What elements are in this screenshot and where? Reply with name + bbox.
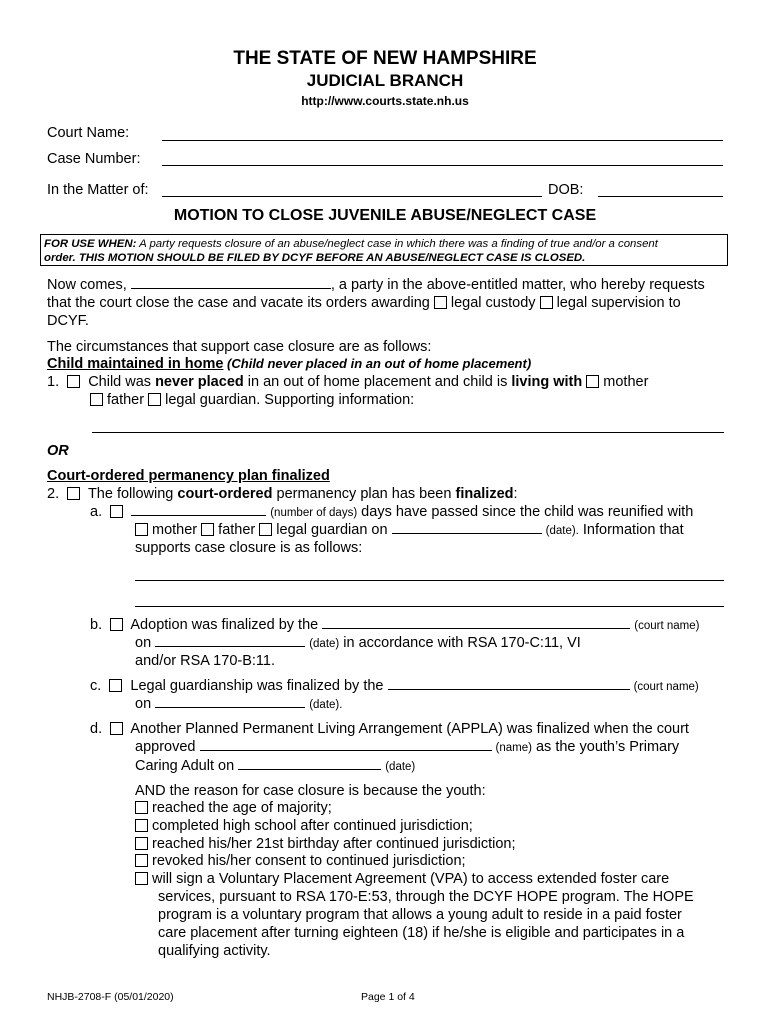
section1-guardian-label: legal guardian. Supporting information: <box>165 392 415 408</box>
option-b-line-2 <box>135 635 581 651</box>
reason-majority-label: reached the age of majority; <box>152 800 332 816</box>
reason-vpa-checkbox[interactable] <box>135 872 148 885</box>
page-number: Page 1 of 4 <box>361 991 415 1003</box>
section2-text-a: The following <box>87 486 178 502</box>
courts-url[interactable]: http://www.courts.state.nh.us <box>301 94 469 108</box>
reason-option-1 <box>135 800 332 816</box>
judicial-branch: JUDICIAL BRANCH <box>306 71 464 90</box>
primary-caring-adult-field[interactable] <box>200 749 492 751</box>
option-d-text: Another Planned Permanent Living Arrangement (APPLA) was finalized when the court <box>130 721 689 737</box>
option-a-checkbox[interactable] <box>110 505 123 518</box>
option-d-caring: Caring Adult on <box>135 758 235 774</box>
reason-option-2 <box>135 818 473 834</box>
option-a-guardian-label: legal guardian on <box>276 522 388 538</box>
never-placed-checkbox[interactable] <box>67 375 80 388</box>
section1-item <box>47 374 648 390</box>
party-text: , a party in the above-entitled matter, who hereby requests <box>330 277 705 293</box>
closure-reason-label: AND the reason for case closure is because the youth: <box>135 783 486 799</box>
adoption-date-field[interactable] <box>155 645 305 647</box>
number-of-days-field[interactable] <box>131 514 266 516</box>
section2-colon: : <box>513 486 518 502</box>
section2-text-b: permanency plan has been <box>272 486 456 502</box>
appla-date-field[interactable] <box>238 768 381 770</box>
option-b-on: on <box>135 635 152 651</box>
option-a-father-checkbox[interactable] <box>201 523 214 536</box>
legal-supervision-checkbox[interactable] <box>540 296 553 309</box>
option-c-letter: c. <box>90 678 102 694</box>
section1-father-checkbox[interactable] <box>90 393 103 406</box>
form-id: NHJB-2708-F (05/01/2020) <box>47 991 174 1003</box>
option-c-on: on <box>135 696 152 712</box>
reason-21st-birthday-checkbox[interactable] <box>135 837 148 850</box>
option-a-info-line-2[interactable] <box>135 606 724 607</box>
finalized-label: finalized <box>455 486 514 502</box>
legal-custody-checkbox[interactable] <box>434 296 447 309</box>
section1-heading: Child maintained in home <box>47 356 224 372</box>
reason-21st-birthday-label: reached his/her 21st birthday after continued jurisdiction; <box>152 836 516 852</box>
for-use-instruction: order. THIS MOTION SHOULD BE FILED BY DCYF BEFORE AN ABUSE/NEGLECT CASE IS CLOSED. <box>44 252 586 264</box>
section1-text-b: in an out of home placement and child is <box>243 374 512 390</box>
section1-heading-line <box>47 356 531 372</box>
guardianship-date-field[interactable] <box>155 706 305 708</box>
adoption-court-field[interactable] <box>322 627 630 629</box>
motion-title: MOTION TO CLOSE JUVENILE ABUSE/NEGLECT CASE <box>173 207 597 224</box>
section2-heading-line <box>47 468 330 484</box>
vpa-cont-4: qualifying activity. <box>158 943 271 959</box>
case-number-field[interactable] <box>162 165 723 166</box>
section1-num: 1. <box>47 374 60 390</box>
option-a-guardian-checkbox[interactable] <box>259 523 272 536</box>
option-a-line-3: supports case closure is as follows: <box>135 540 363 556</box>
now-comes-line <box>47 277 705 293</box>
party-name-field[interactable] <box>131 287 331 289</box>
option-b-date-caption: (date) <box>309 638 340 650</box>
now-comes-label: Now comes, <box>47 277 127 293</box>
option-a-letter: a. <box>90 504 103 520</box>
option-d-date-caption: (date) <box>385 761 416 773</box>
matter-of-field[interactable] <box>162 196 542 197</box>
section1-line-2 <box>90 392 414 408</box>
court-ordered-label: court-ordered <box>177 486 273 502</box>
option-b-line-1 <box>90 617 699 633</box>
option-d-line-3 <box>135 758 415 774</box>
reason-revoked-label: revoked his/her consent to continued jurisdiction; <box>152 853 466 869</box>
option-c-checkbox[interactable] <box>109 679 122 692</box>
option-d-text2: as the youth’s Primary <box>531 739 680 755</box>
dob-field[interactable] <box>598 196 723 197</box>
section1-supporting-info-field[interactable] <box>92 432 724 433</box>
option-b-court-caption: (court name) <box>634 620 700 632</box>
option-c-court-caption: (court name) <box>633 681 699 693</box>
reason-option-4 <box>135 853 466 869</box>
option-b-checkbox[interactable] <box>110 618 123 631</box>
section2-item <box>47 486 518 502</box>
section2-heading: Court-ordered permanency plan finalized <box>47 468 330 484</box>
section1-father-label: father <box>107 392 145 408</box>
legal-custody-label: legal custody <box>450 295 536 311</box>
for-use-text: A party requests closure of an abuse/neglect case in which there was a finding of true and/or a consent <box>136 238 658 250</box>
option-c-line-1 <box>90 678 699 694</box>
option-a-date-caption: (date). <box>545 525 579 537</box>
number-of-days-caption: (number of days) <box>270 507 358 519</box>
matter-of-label: In the Matter of: <box>47 182 149 198</box>
intro-line2-text: that the court close the case and vacate its orders awarding <box>47 295 430 311</box>
option-a-line-2 <box>135 522 684 538</box>
never-placed-label: never placed <box>155 374 244 390</box>
permanency-plan-checkbox[interactable] <box>67 487 80 500</box>
option-d-line-2 <box>135 739 679 755</box>
vpa-cont-1: services, pursuant to RSA 170-E:53, through the DCYF HOPE program. The HOPE <box>158 889 694 905</box>
option-b-letter: b. <box>90 617 103 633</box>
reason-vpa-label: will sign a Voluntary Placement Agreement (VPA) to access extended foster care <box>152 871 670 887</box>
option-d-approved: approved <box>135 739 196 755</box>
reason-high-school-label: completed high school after continued jurisdiction; <box>152 818 473 834</box>
for-use-label: FOR USE WHEN: <box>44 238 137 250</box>
option-d-name-caption: (name) <box>495 742 532 754</box>
court-name-field[interactable] <box>162 140 723 141</box>
dob-label: DOB: <box>548 182 584 198</box>
option-b-text2: in accordance with RSA 170-C:11, VI <box>339 635 581 651</box>
section1-mother-checkbox[interactable] <box>586 375 599 388</box>
option-a-info: Information that <box>578 522 684 538</box>
option-b-line-3: and/or RSA 170-B:11. <box>135 653 275 669</box>
option-b-text: Adoption was finalized by the <box>130 617 319 633</box>
reason-option-3 <box>135 836 516 852</box>
court-name-label: Court Name: <box>47 125 130 141</box>
circumstances-text: The circumstances that support case closure are as follows: <box>47 339 432 355</box>
living-with-label: living with <box>511 374 583 390</box>
option-a-text: days have passed since the child was reunified with <box>357 504 694 520</box>
reason-majority-checkbox[interactable] <box>135 801 148 814</box>
section1-mother-label: mother <box>603 374 649 390</box>
option-d-checkbox[interactable] <box>110 722 123 735</box>
option-a-mother-checkbox[interactable] <box>135 523 148 536</box>
option-c-line-2 <box>135 696 342 712</box>
intro-line-2 <box>47 295 681 311</box>
reason-high-school-checkbox[interactable] <box>135 819 148 832</box>
state-title: THE STATE OF NEW HAMPSHIRE <box>233 48 537 69</box>
reunified-date-field[interactable] <box>392 532 542 534</box>
guardianship-court-field[interactable] <box>388 688 630 690</box>
option-a-mother-label: mother <box>152 522 198 538</box>
reason-option-5 <box>135 871 669 887</box>
section1-subheading: (Child never placed in an out of home placement) <box>223 356 532 371</box>
for-use-box <box>40 234 728 266</box>
vpa-cont-2: program is a voluntary program that allows a young adult to reside in a paid foster <box>158 907 682 923</box>
option-a-father-label: father <box>218 522 256 538</box>
intro-line-3: DCYF. <box>47 313 89 329</box>
option-c-text: Legal guardianship was finalized by the <box>130 678 384 694</box>
section2-num: 2. <box>47 486 60 502</box>
option-d-letter: d. <box>90 721 103 737</box>
option-d-line-1 <box>90 721 689 737</box>
section1-text-a: Child was <box>88 374 156 390</box>
case-number-label: Case Number: <box>47 151 141 167</box>
reason-revoked-checkbox[interactable] <box>135 854 148 867</box>
or-label: OR <box>47 443 69 459</box>
legal-supervision-label: legal supervision to <box>556 295 681 311</box>
option-a-info-line-1[interactable] <box>135 580 724 581</box>
option-c-date-caption: (date). <box>309 699 343 711</box>
option-a-line-1 <box>90 504 693 520</box>
vpa-cont-3: care placement after turning eighteen (18) if he/she is eligible and participates in a <box>158 925 685 941</box>
section1-guardian-checkbox[interactable] <box>148 393 161 406</box>
